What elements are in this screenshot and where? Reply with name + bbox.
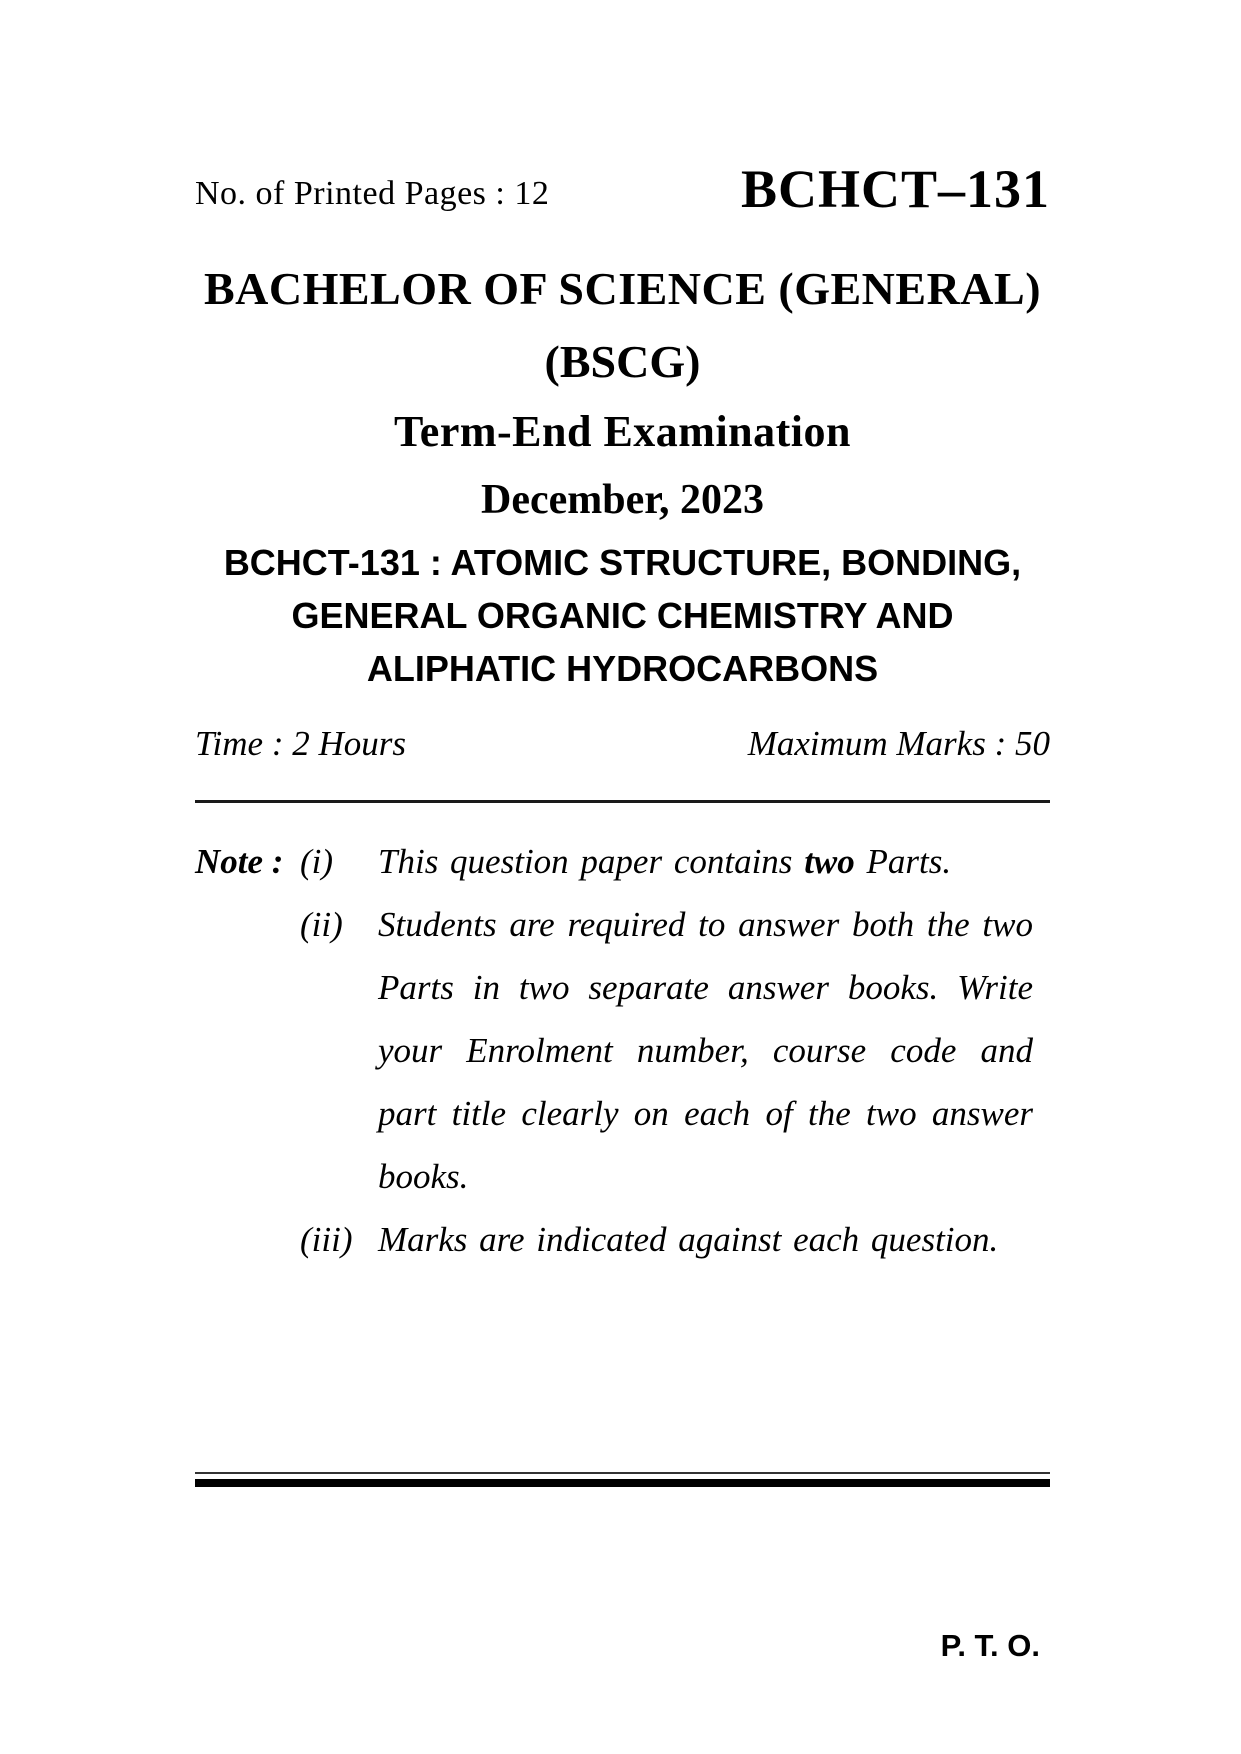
note-label-spacer (195, 1208, 300, 1271)
pto-label: P. T. O. (940, 1628, 1040, 1664)
exam-session: December, 2023 (480, 477, 765, 523)
printed-pages-label: No. of Printed Pages : 12 (195, 174, 550, 212)
note-item-ii-text: Students are required to answer both the two Parts in two separate answer books. Write your Enrolment number, course code and part title clearly on each of the two answer books. (378, 905, 1033, 1197)
note-label: Note : (195, 842, 284, 882)
note-item-i-text-after: Parts. (854, 842, 952, 882)
time-marks-row (195, 724, 1050, 764)
double-divider-thin-line (195, 1472, 1050, 1474)
course-title (195, 542, 1050, 689)
divider-rule (195, 800, 1050, 803)
degree-abbreviation: (BSCG) (544, 336, 701, 387)
note-item-i-text (378, 830, 1033, 893)
note-item-i (195, 830, 1050, 893)
course-title-line-3: ALIPHATIC HYDROCARBONS (366, 648, 879, 689)
note-item-ii (195, 893, 1050, 1208)
note-item-iii-number: (iii) (300, 1220, 353, 1260)
course-title-line-2: GENERAL ORGANIC CHEMISTRY AND (291, 595, 954, 636)
note-item-iii (195, 1208, 1050, 1271)
time-allowed-label: Time : 2 Hours (195, 724, 406, 763)
degree-title: BACHELOR OF SCIENCE (GENERAL) (203, 263, 1042, 314)
note-item-i-number: (i) (300, 842, 334, 882)
note-item-i-text-before: This question paper contains (378, 842, 805, 882)
exam-title: Term-End Examination (393, 407, 851, 456)
note-section (195, 830, 1050, 1271)
note-label-spacer (195, 893, 300, 1208)
note-item-iii-text: Marks are indicated against each question. (378, 1220, 999, 1260)
page-header (195, 159, 1050, 219)
paper-code: BCHCT–131 (740, 159, 1050, 219)
double-divider-rule (195, 1472, 1050, 1487)
course-title-line-1: BCHCT-131 : ATOMIC STRUCTURE, BONDING, (223, 542, 1022, 583)
double-divider-thick-line (195, 1479, 1050, 1487)
maximum-marks-label: Maximum Marks : 50 (747, 724, 1050, 763)
note-item-i-text-bold: two (804, 842, 855, 882)
note-item-ii-number: (ii) (300, 905, 343, 945)
